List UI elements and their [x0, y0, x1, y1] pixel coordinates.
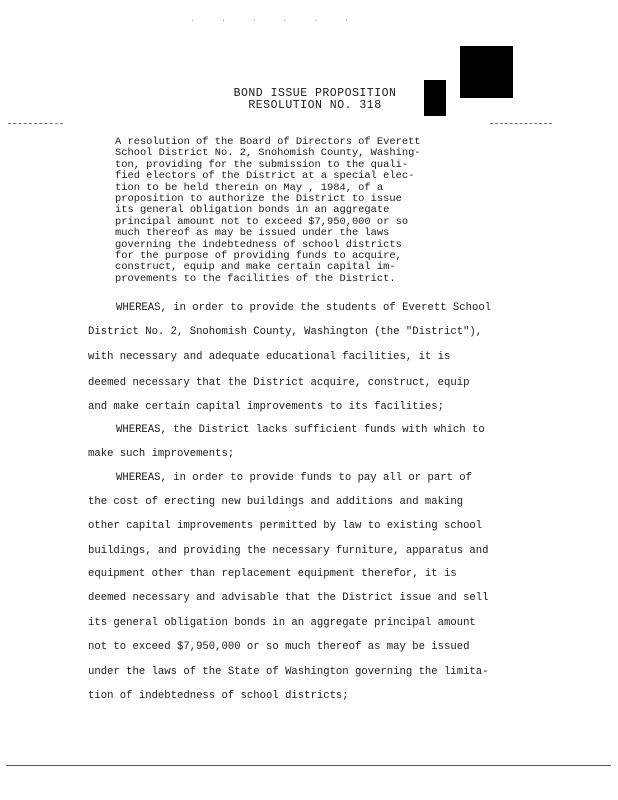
- preamble-line: governing the indebtedness of school districts: [115, 238, 402, 251]
- preamble-line: its general obligation bonds in an aggregate: [115, 204, 390, 217]
- whereas-3-line: WHEREAS, in order to provide funds to pay all or part of: [116, 472, 473, 484]
- preamble-line: proposition to authorize the District to issue: [115, 193, 402, 206]
- whereas-3-line: its general obligation bonds in an aggregate principal amount: [88, 617, 476, 629]
- preamble-line: A resolution of the Board of Directors of Everett: [115, 136, 421, 148]
- whereas-3-line: other capital improvements permitted by law to existing school: [88, 520, 483, 532]
- whereas-3-line: not to exceed $7,950,000 or so much thereof as may be issued: [88, 641, 470, 653]
- preamble-line: much thereof as may be issued under the laws: [115, 227, 390, 240]
- title-line-2: RESOLUTION NO. 318: [248, 99, 382, 112]
- preamble-line: construct, equip and make certain capital im-: [115, 261, 396, 274]
- resolution-preamble: [115, 137, 477, 285]
- whereas-1-line: District No. 2, Snohomish County, Washington (the "District"),: [88, 326, 483, 338]
- bottom-scan-line: [6, 765, 611, 767]
- whereas-3-line: buildings, and providing the necessary furniture, apparatus and: [88, 545, 489, 557]
- whereas-3-line: deemed necessary and advisable that the District issue and sell: [88, 592, 489, 604]
- preamble-line: ton, providing for the submission to the quali-: [115, 158, 409, 171]
- title-line-1: BOND ISSUE PROPOSITION: [233, 87, 397, 100]
- preamble-line: fied electors of the District at a special elec-: [115, 170, 415, 183]
- redaction-block-large: [460, 46, 513, 98]
- whereas-1-line: deemed necessary that the District acquire, construct, equip: [88, 377, 470, 389]
- preamble-line: provements to the facilities of the District.: [115, 272, 396, 285]
- whereas-2-line: make such improvements;: [88, 448, 235, 460]
- preamble-line: for the purpose of providing funds to acquire,: [115, 250, 402, 263]
- scan-specks: . . . . . .: [190, 14, 360, 24]
- left-margin-dashes: [8, 123, 63, 125]
- whereas-2-line: WHEREAS, the District lacks sufficient funds with which to: [116, 424, 485, 436]
- whereas-3-line: tion of indebtedness of school districts;: [88, 690, 349, 702]
- whereas-1-line: WHEREAS, in order to provide the students of Everett School: [116, 302, 492, 314]
- preamble-line: principal amount not to exceed $7,950,000 or so: [115, 215, 409, 228]
- whereas-3-line: equipment other than replacement equipment therefor, it is: [88, 568, 457, 580]
- whereas-1-line: with necessary and adequate educational facilities, it is: [88, 351, 451, 363]
- right-margin-dashes: [490, 123, 552, 125]
- whereas-3-line: under the laws of the State of Washington governing the limita-: [88, 666, 489, 678]
- whereas-1-line: and make certain capital improvements to its facilities;: [88, 401, 445, 413]
- preamble-line: School District No. 2, Snohomish County, Washing-: [115, 147, 421, 160]
- whereas-3-line: the cost of erecting new buildings and additions and making: [88, 496, 464, 508]
- preamble-line: tion to be held therein on May , 1984, of a: [115, 181, 384, 194]
